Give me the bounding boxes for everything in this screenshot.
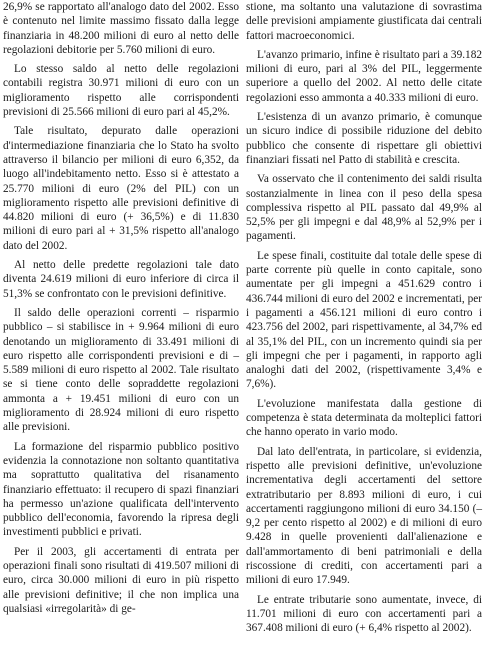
paragraph: La formazione del risparmio pubblico positivo evidenzia la connotazione non soltanto quantitativa ma soprattutto qualitativa del risanamento finanziario effettuato: il recupero di spazi finanziari ha permesso un'azione qualificata dell'intervento pubblico dell'economia, favorendo la ripresa degli investimenti pubblici e privati. — [3, 440, 239, 539]
paragraph: L'avanzo primario, infine è risultato pari a 39.182 milioni di euro, pari al 3% del PIL, leggermente superiore a quello del 2002. Al netto delle citate regolazioni esso ammonta a 40.333 milioni di euro. — [246, 48, 482, 104]
left-column — [3, 0, 239, 621]
paragraph: Lo stesso saldo al netto delle regolazioni contabili registra 30.971 milioni di euro con un miglioramento rispetto alle corrispondenti previsioni di 25.566 milioni di euro pari al 45,2%. — [3, 63, 239, 119]
paragraph: L'esistenza di un avanzo primario, è comunque un sicuro indice di possibile riduzione del debito pubblico che consente di rispettare gli obiettivi finanziari fissati nel Patto di stabilità e crescita. — [246, 111, 482, 166]
right-column — [246, 0, 482, 640]
paragraph: Va osservato che il contenimento dei saldi risulta sostanzialmente in linea con il peso della spesa complessiva rispetto al PIL passato dal 49,9% al 52,5% per gli impegni e dal 48,9% al 52,9% per i pagamenti. — [246, 173, 482, 243]
paragraph: stione, ma soltanto una valutazione di sovrastima delle previsioni ampiamente giustificata dai centrali fattori macroeconomici. — [246, 1, 482, 42]
paragraph: Il saldo delle operazioni correnti – risparmio pubblico – si stabilisce in + 9.964 milioni di euro denotando un miglioramento di 33.491 milioni di euro rispetto alle corrispondenti previsioni e di – 5.589 milioni di euro rispetto al 2002. Tale risultato se si tiene conto delle sopraddette regolazioni ammonta a + 19.451 milioni di euro con un miglioramento di 28.924 milioni di euro rispetto alle previsioni. — [3, 306, 239, 434]
paragraph: Per il 2003, gli accertamenti di entrata per operazioni finali sono risultati di 419.507 milioni di euro, circa 30.000 milioni di euro in più rispetto alle previsioni definitive; il che non implica una qualsiasi «irregolarità» di ge- — [3, 545, 239, 615]
paragraph: 26,9% se rapportato all'analogo dato del 2002. Esso è contenuto nel limite massimo fissato dalla legge finanziaria in 48.200 milioni di euro al netto delle regolazioni debitorie per 5.760 milioni di euro. — [3, 1, 239, 56]
paragraph: Tale risultato, depurato dalle operazioni d'intermediazione finanziaria che lo Stato ha svolto attraverso il bilancio per milioni di euro 6,352, da luogo all'indebitamento netto. Esso si è attestato a 25.770 milioni di euro (2% del PIL) con un miglioramento rispetto alle previsioni definitive di 44.820 milioni di euro (+ 36,5%) e di 11.830 milioni di euro pari al + 31,5% rispetto all'analogo dato del 2002. — [3, 125, 239, 252]
paragraph: L'evoluzione manifestata dalla gestione di competenza è stata determinata da molteplici fattori che hanno operato in vario modo. — [246, 397, 482, 439]
paragraph: Le spese finali, costituite dal totale delle spese di parte corrente più quelle in conto capitale, sono aumentate per gli impegni a 451.629 contro i 436.744 milioni di euro del 2002 e incrementati, per i pagamenti a 456.121 milioni di euro contro i 423.756 del 2002, pari rispettivamente, al 34,7% ed al 35,1% del PIL, con un incremento quindi sia per gli impegni che per i pagamenti, in rapporto agli analoghi dati del 2002, (rispettivamente 3,4% e 7,6%). — [246, 249, 482, 391]
paragraph: Le entrate tributarie sono aumentate, invece, di 11.701 milioni di euro con accertamenti pari a 367.408 milioni di euro (+ 6,4% rispetto al 2002). — [246, 593, 482, 635]
paragraph: Dal lato dell'entrata, in particolare, si evidenzia, rispetto alle previsioni definitive, un'evoluzione incrementativa degli accertamenti del settore extratributario per 8.893 milioni di euro, i cui accertamenti raggiungono milioni di euro 34.150 (– 9,2 per cento rispetto al 2002) e di milioni di euro 9.428 in quelle provenienti dall'alienazione e dall'ammortamento di beni patrimoniali e della riscossione di crediti, con accertamenti pari a milioni di euro 17.949. — [246, 445, 482, 587]
paragraph: Al netto delle predette regolazioni tale dato diventa 24.619 milioni di euro inferiore di circa il 51,3% se confrontato con le previsioni definitive. — [3, 259, 239, 300]
